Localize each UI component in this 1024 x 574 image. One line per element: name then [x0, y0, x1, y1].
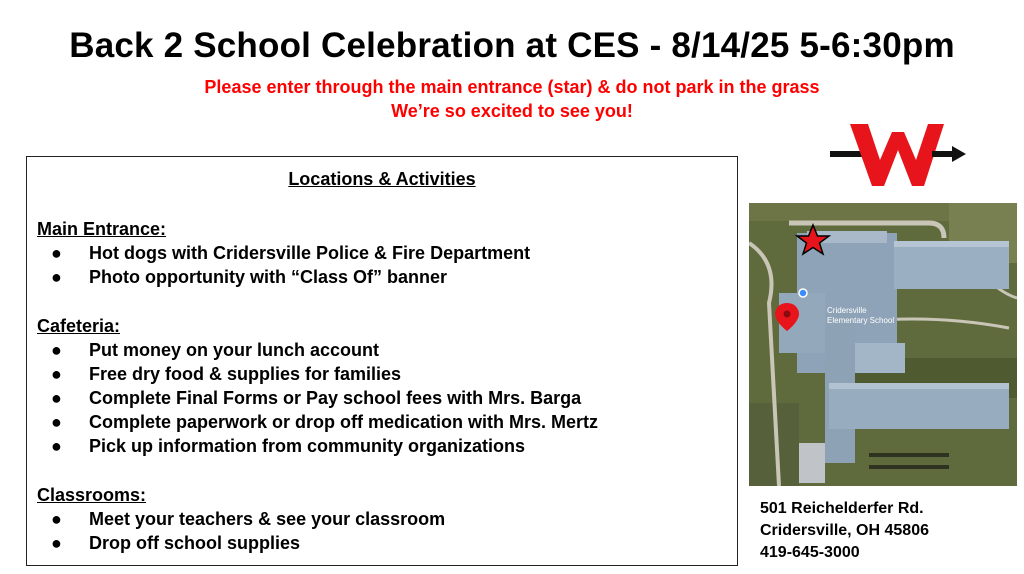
bullet-icon: ●	[51, 412, 62, 432]
bullet-icon: ●	[51, 388, 62, 408]
bullet-icon: ●	[51, 364, 62, 384]
list-item: ● Meet your teachers & see your classroom	[51, 509, 446, 529]
locations-activities-box	[26, 156, 738, 566]
list-item: ● Photo opportunity with “Class Of” banner	[51, 267, 447, 287]
section-cafeteria	[37, 314, 598, 458]
bullet-icon: ●	[51, 267, 62, 287]
list-item: ● Complete paperwork or drop off medication with Mrs. Mertz	[51, 412, 599, 432]
map-label-line2: Elementary School	[827, 316, 895, 325]
address-street: 501 Reichelderfer Rd.	[760, 500, 924, 517]
map-label-line1: Cridersville	[827, 306, 867, 315]
bullet-icon: ●	[51, 243, 62, 263]
list-item: ● Free dry food & supplies for families	[51, 364, 402, 384]
list-item: ● Complete Final Forms or Pay school fees with Mrs. Barga	[51, 388, 582, 408]
list-item: ● Put money on your lunch account	[51, 340, 380, 360]
school-w-logo-icon	[828, 120, 968, 190]
school-address	[760, 498, 929, 564]
locations-heading: Locations & Activities	[288, 169, 476, 189]
school-aerial-map	[749, 203, 1017, 486]
list-item: ● Hot dogs with Cridersville Police & Fire Department	[51, 243, 531, 263]
bullet-icon: ●	[51, 533, 62, 553]
address-city: Cridersville, OH 45806	[760, 522, 929, 539]
address-phone: 419-645-3000	[760, 544, 860, 561]
section-main-entrance	[37, 217, 530, 289]
section-title: Cafeteria:	[37, 316, 121, 336]
bullet-icon: ●	[51, 509, 62, 529]
page-title: Back 2 School Celebration at CES - 8/14/25 5-6:30pm	[69, 26, 955, 65]
bullet-icon: ●	[51, 340, 62, 360]
welcome-notice: We’re so excited to see you!	[391, 101, 633, 121]
bullet-icon: ●	[51, 436, 62, 456]
entrance-notice: Please enter through the main entrance (star) & do not park in the grass	[204, 77, 820, 97]
list-item: ● Pick up information from community organizations	[51, 436, 526, 456]
list-item: ● Drop off school supplies	[51, 533, 301, 553]
section-classrooms	[37, 483, 445, 555]
section-title: Main Entrance:	[37, 219, 167, 239]
section-title: Classrooms:	[37, 485, 147, 505]
